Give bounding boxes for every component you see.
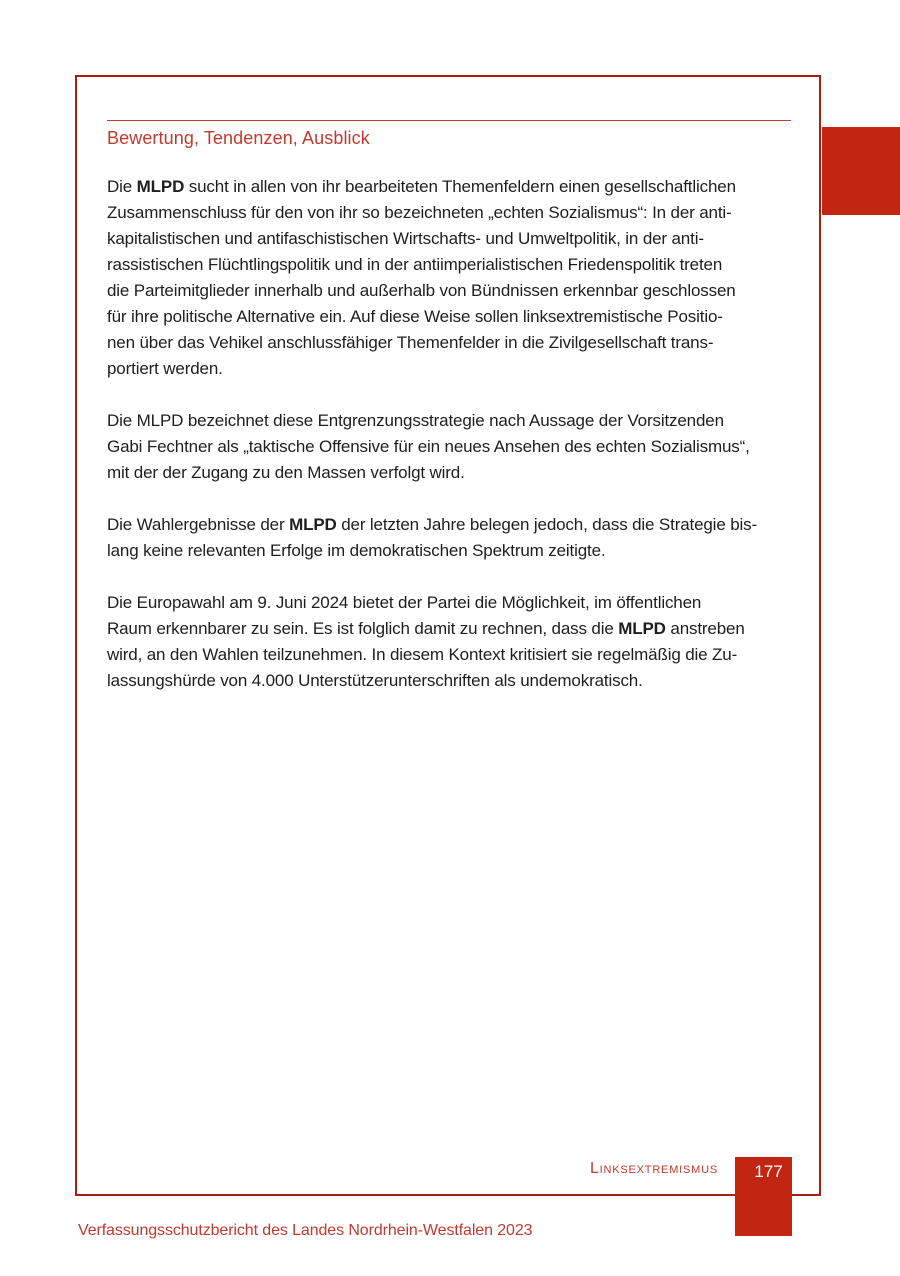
- page-number-badge: [735, 1157, 792, 1236]
- text-line: lassungshürde von 4.000 Unterstützerunterschriften als undemokratisch.: [107, 671, 643, 690]
- text-line: für ihre politische Alternative ein. Auf diese Weise sollen linksextremistische Positio-: [107, 307, 723, 326]
- paragraph: [107, 408, 799, 486]
- footer-document-title: Verfassungsschutzbericht des Landes Nordrhein-Westfalen 2023: [78, 1222, 533, 1239]
- text-line: lang keine relevanten Erfolge im demokratischen Spektrum zeitigte.: [107, 541, 606, 560]
- footer-section-label: Linksextremismus: [589, 1160, 718, 1177]
- text-line: Die MLPD sucht in allen von ihr bearbeiteten Themenfeldern einen gesellschaftlichen: [107, 177, 736, 196]
- text-line: Die Wahlergebnisse der MLPD der letzten Jahre belegen jedoch, dass die Strategie bis-: [107, 515, 757, 534]
- text-line: nen über das Vehikel anschlussfähiger Themenfelder in die Zivilgesellschaft trans-: [107, 333, 714, 352]
- text-line: rassistischen Flüchtlingspolitik und in der antiimperialistischen Friedenspolitik treten: [107, 255, 723, 274]
- paragraph: [107, 174, 799, 382]
- text-line: wird, an den Wahlen teilzunehmen. In diesem Kontext kritisiert sie regelmäßig die Zu-: [107, 645, 738, 664]
- text-line: mit der der Zugang zu den Massen verfolgt wird.: [107, 463, 465, 482]
- text-line: die Parteimitglieder innerhalb und außerhalb von Bündnissen erkennbar geschlossen: [107, 281, 736, 300]
- paragraph: [107, 512, 799, 564]
- body-text: [107, 174, 799, 720]
- text-line: Die Europawahl am 9. Juni 2024 bietet der Partei die Möglichkeit, im öffentlichen: [107, 593, 702, 612]
- text-line: portiert werden.: [107, 359, 223, 378]
- text-line: Gabi Fechtner als „taktische Offensive für ein neues Ansehen des echten Sozialismus“,: [107, 437, 750, 456]
- text-line: kapitalistischen und antifaschistischen Wirtschafts- und Umweltpolitik, in der anti-: [107, 229, 704, 248]
- text-line: Zusammenschluss für den von ihr so bezeichneten „echten Sozialismus“: In der anti-: [107, 203, 732, 222]
- page-title: Bewertung, Tendenzen, Ausblick: [107, 128, 370, 148]
- text-line: Die MLPD bezeichnet diese Entgrenzungsstrategie nach Aussage der Vorsitzenden: [107, 411, 724, 430]
- paragraph: [107, 590, 799, 694]
- chapter-tab-marker: [822, 127, 900, 215]
- heading-divider-rule: [107, 120, 791, 121]
- page-number: 177: [754, 1162, 783, 1181]
- text-line: Raum erkennbarer zu sein. Es ist folglich damit zu rechnen, dass die MLPD anstreben: [107, 619, 745, 638]
